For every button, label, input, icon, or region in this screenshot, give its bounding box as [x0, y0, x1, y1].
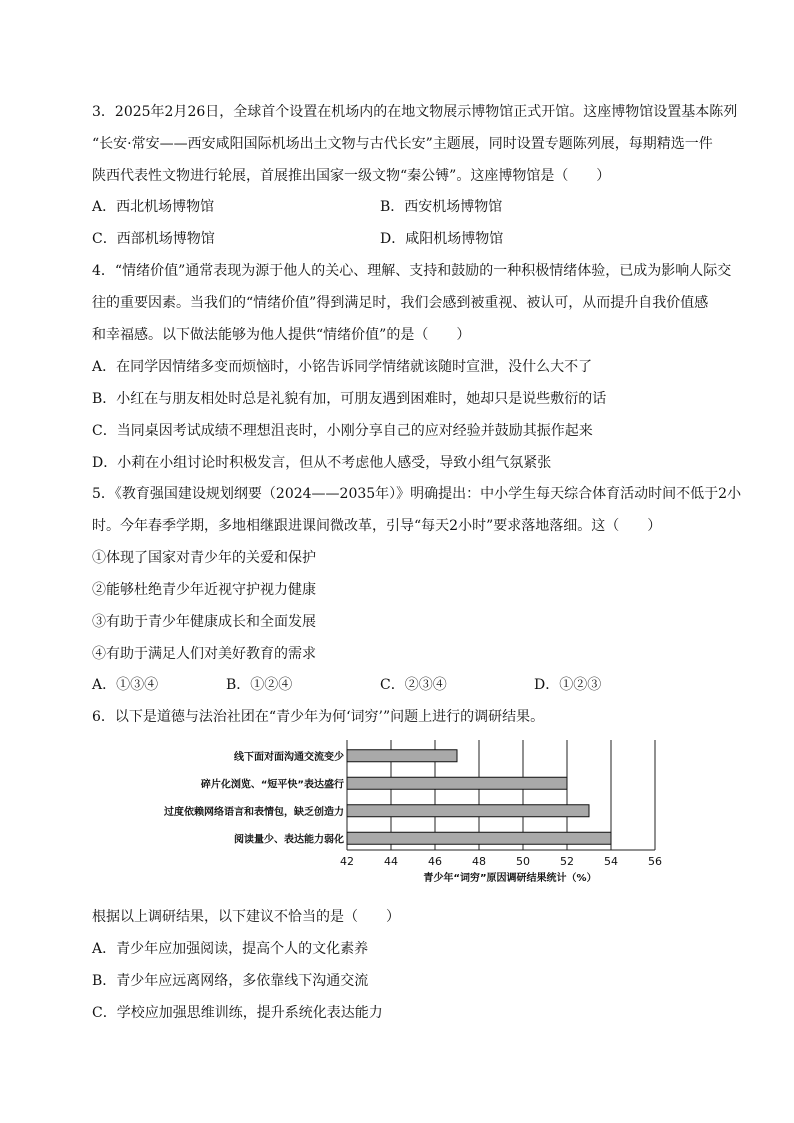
q6-intro: 6．以下是道德与法治社团在“青少年为何‘词穷’”问题上进行的调研结果。: [92, 709, 545, 725]
survey-bar-chart: [90, 738, 690, 888]
bar-1: [347, 777, 567, 789]
category-label: 碎片化浏览、“短平快”表达盛行: [200, 779, 344, 791]
q5-option-b[interactable]: B．①②④: [226, 677, 293, 693]
bar-3: [347, 832, 611, 844]
chart-x-axis-label: 青少年“词穷”原因调研结果统计（%）: [423, 873, 597, 884]
q4-option-d[interactable]: D．小莉在小组讨论时积极发言，但从不考虑他人感受，导致小组气氛紧张: [92, 455, 552, 471]
q5-option-c[interactable]: C．②③④: [380, 677, 447, 693]
q5-statement-1: ①体现了国家对青少年的关爱和保护: [92, 550, 316, 566]
q3-option-d[interactable]: D．咸阳机场博物馆: [380, 231, 504, 247]
category-label: 阅读量少、表达能力弱化: [234, 834, 344, 846]
q4-option-b[interactable]: B．小红在与朋友相处时总是礼貌有加，可朋友遇到困难时，她却只是说些敷衍的话: [92, 391, 607, 407]
q6-option-c[interactable]: C．学校应加强思维训练，提升系统化表达能力: [92, 1005, 383, 1021]
x-tick-label: 54: [604, 855, 618, 868]
q4-line-2: 往的重要因素。当我们的“情绪价值”得到满足时，我们会感到被重视、被认可，从而提升自我价值感: [92, 295, 709, 311]
q5-line-2: 时。今年春季学期，多地相继跟进课间微改革，引导“每天2小时”要求落地落细。这（ ）: [92, 518, 662, 534]
q4-option-a[interactable]: A．在同学因情绪多变而烦恼时，小铭告诉同学情绪就该随时宣泄，没什么大不了: [92, 359, 593, 375]
q6-followup: 根据以上调研结果，以下建议不恰当的是（ ）: [92, 909, 400, 925]
q3-line-3: 陕西代表性文物进行轮展，首展推出国家一级文物“秦公镈”。这座博物馆是（ ）: [92, 168, 611, 184]
q4-line-3: 和幸福感。以下做法能够为他人提供“情绪价值”的是（ ）: [92, 327, 471, 343]
chart-tick-labels: [340, 855, 662, 868]
q3-option-c[interactable]: C．西部机场博物馆: [92, 231, 215, 247]
q4-option-c[interactable]: C．当同桌因考试成绩不理想沮丧时，小刚分享自己的应对经验并鼓励其振作起来: [92, 423, 593, 439]
x-tick-label: 46: [428, 855, 442, 868]
q5-option-d[interactable]: D．①②③: [534, 677, 602, 693]
chart-category-labels: [163, 750, 344, 846]
q6-option-a[interactable]: A．青少年应加强阅读，提高个人的文化素养: [92, 941, 369, 957]
x-tick-label: 56: [648, 855, 662, 868]
q3-option-b[interactable]: B．西安机场博物馆: [380, 199, 503, 215]
q3-line-1: 3．2025年2月26日，全球首个设置在机场内的在地文物展示博物馆正式开馆。这座博物馆设置基本陈列: [92, 104, 738, 120]
x-tick-label: 50: [516, 855, 530, 868]
x-tick-label: 48: [472, 855, 486, 868]
q3-line-2: “长安·常安——西安咸阳国际机场出土文物与古代长安”主题展，同时设置专题陈列展，每期精选一件: [92, 136, 713, 152]
bar-0: [347, 750, 457, 762]
q5-line-1: 5．《教育强国建设规划纲要（2024——2035年）》明确提出：中小学生每天综合体育活动时间不低于2小: [92, 486, 742, 502]
x-tick-label: 42: [340, 855, 354, 868]
category-label: 线下面对面沟通交流变少: [234, 751, 344, 763]
q5-statement-2: ②能够杜绝青少年近视守护视力健康: [92, 582, 316, 598]
x-tick-label: 52: [560, 855, 574, 868]
q3-option-a[interactable]: A．西北机场博物馆: [92, 199, 215, 215]
bar-2: [347, 805, 589, 817]
q5-statement-3: ③有助于青少年健康成长和全面发展: [92, 614, 316, 630]
q6-option-b[interactable]: B．青少年应远离网络，多依靠线下沟通交流: [92, 973, 369, 989]
category-label: 过度依赖网络语言和表情包，缺乏创造力: [164, 806, 344, 818]
q5-option-a[interactable]: A．①③④: [92, 677, 159, 693]
q4-line-1: 4．“情绪价值”通常表现为源于他人的关心、理解、支持和鼓励的一种积极情绪体验，已成为影响人际交: [92, 263, 732, 279]
q5-statement-4: ④有助于满足人们对美好教育的需求: [92, 646, 316, 662]
x-tick-label: 44: [384, 855, 398, 868]
